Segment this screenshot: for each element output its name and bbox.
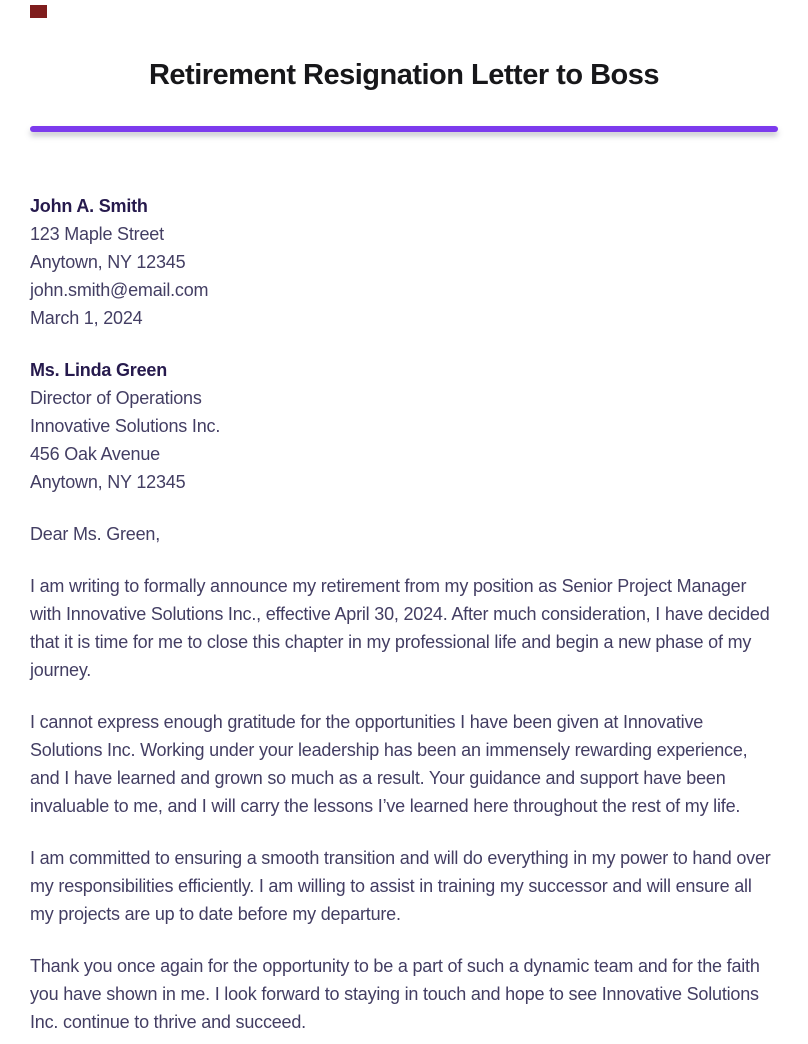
sender-name: John A. Smith <box>30 196 148 216</box>
sender-block <box>30 192 778 332</box>
letter-paragraph: I am writing to formally announce my retirement from my position as Senior Project Manager with Innovative Solutions Inc., effective April 30, 2024. After much consideration, I have decided that it is time for me to close this chapter in my professional life and begin a new phase of my journey. <box>30 576 770 680</box>
letter-paragraph: Thank you once again for the opportunity to be a part of such a dynamic team and for the faith you have shown in me. I look forward to staying in touch and hope to see Innovative Solutions Inc. continue to thrive and succeed. <box>30 956 760 1032</box>
recipient-company-line: Innovative Solutions Inc. <box>30 416 221 436</box>
letter-date: March 1, 2024 <box>30 308 143 328</box>
letter-body <box>0 192 808 1036</box>
recipient-address-line: 456 Oak Avenue <box>30 444 160 464</box>
title-divider <box>30 126 778 132</box>
recipient-block <box>30 356 778 496</box>
sender-email: john.smith@email.com <box>30 280 209 300</box>
corner-accent-square <box>30 5 47 18</box>
recipient-address-line: Anytown, NY 12345 <box>30 472 186 492</box>
recipient-title-line: Director of Operations <box>30 388 202 408</box>
letter-paragraph: I am committed to ensuring a smooth transition and will do everything in my power to hand over my responsibilities efficiently. I am willing to assist in training my successor and will ensure all my projects are up to date before my departure. <box>30 848 771 924</box>
salutation: Dear Ms. Green, <box>30 524 161 544</box>
letter-paragraph: I cannot express enough gratitude for the opportunities I have been given at Innovative Solutions Inc. Working under your leadership has been an immensely rewarding experience, and I have learned and grown so much as a result. Your guidance and support have been invaluable to me, and I will carry the lessons I’ve learned here throughout the rest of my life. <box>30 712 748 816</box>
page-title: Retirement Resignation Letter to Boss <box>148 59 660 91</box>
sender-address-line: 123 Maple Street <box>30 224 164 244</box>
sender-address-line: Anytown, NY 12345 <box>30 252 186 272</box>
recipient-name: Ms. Linda Green <box>30 360 168 380</box>
